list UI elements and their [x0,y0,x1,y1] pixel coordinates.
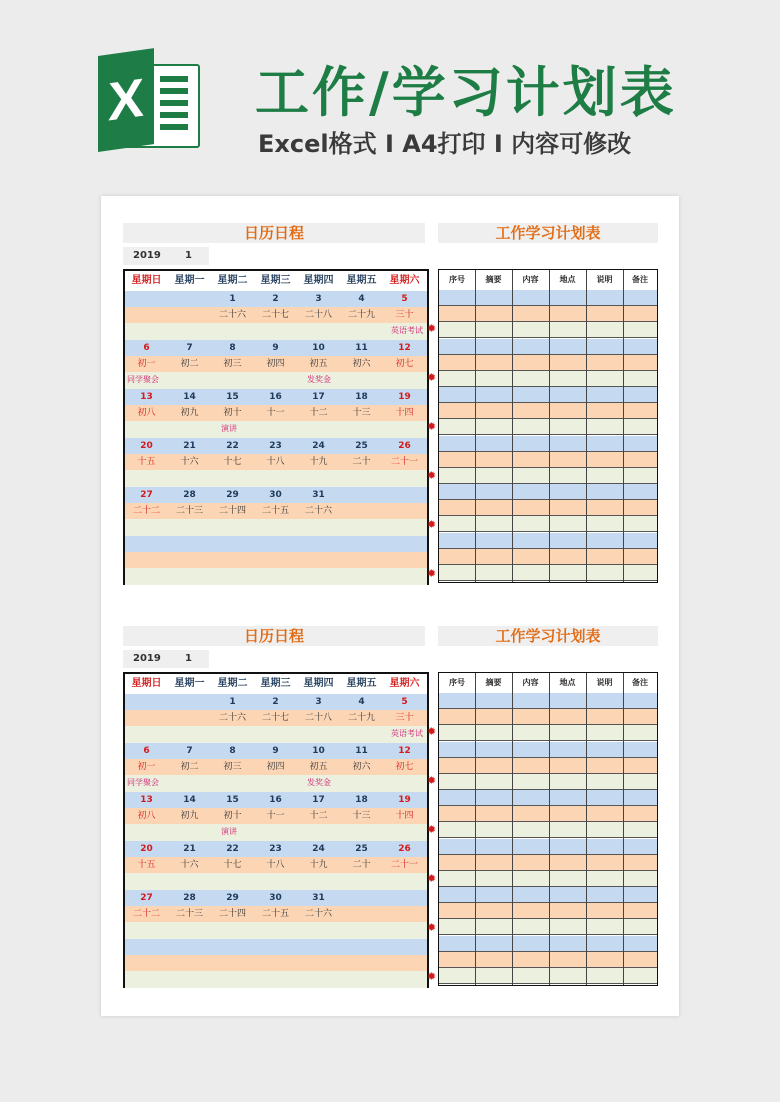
day-number[interactable]: 30 [269,893,282,903]
lunar-date: 初二 [180,762,199,772]
lunar-date: 十二 [309,408,328,418]
weekday-header [125,271,427,291]
plan-row[interactable] [439,549,657,565]
plan-row[interactable] [439,936,657,952]
lunar-date: 十七 [223,457,242,467]
plan-row[interactable] [439,468,657,484]
lunar-row [125,356,427,372]
star-icon: ✹ [427,469,437,482]
weekday-label: 星期五 [346,275,377,286]
plan-header-row [439,270,657,291]
lunar-date: 初七 [395,762,414,772]
day-number[interactable]: 2 [272,697,279,707]
plan-row[interactable] [439,887,657,903]
date-row [125,890,427,906]
lunar-date: 二十四 [218,909,246,919]
column-divider [586,270,587,582]
lunar-date: 初六 [352,762,371,772]
plan-column-header: 备注 [632,678,648,687]
plan-column-header: 地点 [559,275,576,284]
lunar-date: 二十三 [175,506,203,516]
date-row [125,340,427,356]
lunar-date: 十五 [137,860,156,870]
plan-banner: 工作学习计划表 [438,223,658,243]
day-number[interactable]: 5 [401,697,408,707]
weekday-label: 星期四 [303,275,334,286]
lunar-date: 初六 [352,359,371,369]
plan-row[interactable] [439,500,657,516]
lunar-date: 二十五 [261,506,289,516]
day-number[interactable]: 16 [269,392,282,402]
day-number[interactable]: 5 [401,294,408,304]
planner-section [101,599,679,999]
plan-row[interactable] [439,774,657,790]
plan-row[interactable] [439,725,657,741]
lunar-row [125,454,427,470]
day-number[interactable]: 21 [183,844,196,854]
lunar-date: 二十九 [347,310,375,320]
lunar-date: 二十 [352,860,371,870]
excel-logo-icon [98,56,198,152]
plan-row[interactable] [439,758,657,774]
note-row [125,519,427,536]
plan-row[interactable] [439,436,657,452]
day-number[interactable]: 10 [312,343,325,353]
column-divider [549,673,550,985]
star-icon: ✹ [427,921,437,934]
lunar-date: 十六 [180,457,199,467]
day-number[interactable]: 23 [269,441,282,451]
lunar-date: 十八 [266,457,285,467]
star-markers [427,269,437,583]
lunar-row [125,808,427,824]
lunar-date: 初十 [223,811,242,821]
lunar-date: 二十六 [304,506,332,516]
year-month-row [123,247,209,265]
note-row [125,873,427,890]
calendar-banner: 日历日程 [123,223,425,243]
lunar-date: 初五 [309,762,328,772]
plan-row[interactable] [439,709,657,725]
plan-row[interactable] [439,742,657,758]
plan-row[interactable] [439,484,657,500]
lunar-date: 二十一 [390,457,418,467]
plan-table [438,269,658,583]
day-number[interactable]: 8 [229,343,236,353]
day-number[interactable]: 2 [272,294,279,304]
day-number[interactable]: 7 [186,343,193,353]
plan-column-header: 备注 [632,275,648,284]
event-note: 发奖金 [307,375,331,384]
lunar-date: 十三 [352,408,371,418]
day-number[interactable]: 16 [269,795,282,805]
plan-row[interactable] [439,322,657,338]
column-divider [549,270,550,582]
date-row [125,487,427,503]
day-number[interactable]: 7 [186,746,193,756]
plan-row[interactable] [439,871,657,887]
weekday-label: 星期一 [174,678,205,689]
lunar-date: 十四 [395,811,414,821]
plan-row[interactable] [439,339,657,355]
lunar-date: 二十七 [261,310,289,320]
day-number[interactable]: 29 [226,893,239,903]
weekday-label: 星期六 [389,275,420,286]
day-number[interactable]: 17 [312,392,325,402]
day-number[interactable]: 19 [398,392,411,402]
plan-row[interactable] [439,903,657,919]
lunar-date: 三十 [395,310,414,320]
day-number[interactable]: 26 [398,441,411,451]
plan-column-header: 说明 [596,678,613,687]
month-value: 1 [185,653,192,664]
plan-column-header: 序号 [449,678,465,687]
note-row [125,971,427,988]
column-divider [586,673,587,985]
lunar-date: 初九 [180,811,199,821]
star-icon: ✹ [427,774,437,787]
lunar-date: 十五 [137,457,156,467]
lunar-date: 十一 [266,408,285,418]
star-icon: ✹ [427,567,437,580]
weekday-header [125,674,427,694]
day-number[interactable]: 12 [398,746,411,756]
lunar-date: 十三 [352,811,371,821]
note-row [125,323,427,340]
lunar-date: 二十六 [218,310,246,320]
lunar-date: 三十 [395,713,414,723]
lunar-row [125,307,427,323]
lunar-date: 二十五 [261,909,289,919]
day-number[interactable]: 18 [355,795,368,805]
day-number[interactable]: 3 [315,697,322,707]
event-note: 英语考试 [391,729,423,738]
day-number[interactable]: 13 [140,392,153,402]
lunar-date: 二十二 [132,506,160,516]
lunar-date: 初九 [180,408,199,418]
year-month-row [123,650,209,668]
lunar-row [125,955,427,971]
planner-section [101,196,679,586]
plan-column-header: 序号 [449,275,465,284]
plan-column-header: 地点 [559,678,576,687]
column-divider [512,270,513,582]
plan-row[interactable] [439,306,657,322]
lunar-date: 二十二 [132,909,160,919]
paper-sheet [101,196,679,1016]
day-number[interactable]: 20 [140,844,153,854]
star-icon: ✹ [427,970,437,983]
calendar-grid [123,269,429,585]
page-subtitle: Excel格式 I A4打印 I 内容可修改 [258,130,632,158]
lunar-date: 二十 [352,457,371,467]
day-number[interactable]: 17 [312,795,325,805]
lunar-date: 二十三 [175,909,203,919]
lunar-date: 十七 [223,860,242,870]
star-icon: ✹ [427,725,437,738]
note-row [125,726,427,743]
lunar-date: 初五 [309,359,328,369]
day-number[interactable]: 6 [143,343,150,353]
lunar-date: 初三 [223,762,242,772]
weekday-label: 星期日 [131,678,162,689]
date-row [125,792,427,808]
plan-row[interactable] [439,290,657,306]
day-number[interactable]: 31 [312,490,325,500]
note-row [125,372,427,389]
plan-row[interactable] [439,952,657,968]
weekday-label: 星期五 [346,678,377,689]
lunar-row [125,857,427,873]
note-row [125,421,427,438]
lunar-date: 二十六 [218,713,246,723]
plan-column-header: 摘要 [485,678,502,687]
plan-row[interactable] [439,806,657,822]
weekday-label: 星期二 [217,275,248,286]
calendar-banner: 日历日程 [123,626,425,646]
lunar-date: 十九 [309,457,328,467]
column-divider [623,270,624,582]
lunar-date: 二十六 [304,909,332,919]
calendar-grid [123,672,429,988]
event-note: 演讲 [221,424,237,433]
page-header [0,0,780,180]
lunar-date: 十八 [266,860,285,870]
day-number[interactable]: 1 [229,697,236,707]
plan-row[interactable] [439,855,657,871]
lunar-row [125,906,427,922]
plan-row[interactable] [439,565,657,581]
day-number[interactable]: 10 [312,746,325,756]
day-number[interactable]: 19 [398,795,411,805]
day-number[interactable]: 22 [226,441,239,451]
lunar-row [125,759,427,775]
day-number[interactable]: 23 [269,844,282,854]
star-icon: ✹ [427,371,437,384]
plan-banner: 工作学习计划表 [438,626,658,646]
day-number[interactable]: 4 [358,294,365,304]
day-number[interactable]: 3 [315,294,322,304]
date-row [125,939,427,955]
event-note: 同学聚会 [127,778,159,787]
lunar-date: 十二 [309,811,328,821]
star-icon: ✹ [427,322,437,335]
lunar-date: 十一 [266,811,285,821]
plan-row[interactable] [439,516,657,532]
day-number[interactable]: 14 [183,795,196,805]
day-number[interactable]: 8 [229,746,236,756]
day-number[interactable]: 24 [312,441,325,451]
weekday-label: 星期三 [260,275,291,286]
event-note: 英语考试 [391,326,423,335]
lunar-date: 二十七 [261,713,289,723]
day-number[interactable]: 21 [183,441,196,451]
lunar-row [125,503,427,519]
date-row [125,743,427,759]
column-divider [512,673,513,985]
day-number[interactable]: 12 [398,343,411,353]
lunar-date: 二十八 [304,310,332,320]
plan-row[interactable] [439,387,657,403]
day-number[interactable]: 14 [183,392,196,402]
column-divider [475,270,476,582]
day-number[interactable]: 18 [355,392,368,402]
note-row [125,824,427,841]
day-number[interactable]: 4 [358,697,365,707]
lunar-date: 初二 [180,359,199,369]
star-icon: ✹ [427,872,437,885]
column-divider [475,673,476,985]
weekday-label: 星期日 [131,275,162,286]
plan-column-header: 说明 [596,275,613,284]
lunar-date: 初四 [266,359,285,369]
plan-table [438,672,658,986]
lunar-date: 十九 [309,860,328,870]
day-number[interactable]: 1 [229,294,236,304]
month-value: 1 [185,250,192,261]
lunar-date: 二十四 [218,506,246,516]
star-icon: ✹ [427,420,437,433]
day-number[interactable]: 25 [355,844,368,854]
lunar-date: 十四 [395,408,414,418]
date-row [125,291,427,307]
lunar-date: 初八 [137,811,156,821]
event-note: 同学聚会 [127,375,159,384]
note-row [125,922,427,939]
year-value: 2019 [133,250,161,261]
date-row [125,536,427,552]
lunar-row [125,405,427,421]
day-number[interactable]: 15 [226,392,239,402]
day-number[interactable]: 28 [183,490,196,500]
plan-row[interactable] [439,839,657,855]
note-row [125,775,427,792]
lunar-date: 初十 [223,408,242,418]
plan-header-row [439,673,657,694]
event-note: 发奖金 [307,778,331,787]
date-row [125,841,427,857]
day-number[interactable]: 27 [140,893,153,903]
plan-row[interactable] [439,452,657,468]
date-row [125,694,427,710]
date-row [125,389,427,405]
weekday-label: 星期六 [389,678,420,689]
weekday-label: 星期一 [174,275,205,286]
lunar-row [125,710,427,726]
lunar-date: 初四 [266,762,285,772]
plan-row[interactable] [439,419,657,435]
day-number[interactable]: 25 [355,441,368,451]
plan-row[interactable] [439,533,657,549]
day-number[interactable]: 27 [140,490,153,500]
page-title: 工作/学习计划表 [255,61,677,124]
day-number[interactable]: 31 [312,893,325,903]
day-number[interactable]: 11 [355,746,368,756]
day-number[interactable]: 9 [272,343,279,353]
day-number[interactable]: 6 [143,746,150,756]
lunar-date: 二十八 [304,713,332,723]
lunar-date: 二十一 [390,860,418,870]
star-icon: ✹ [427,823,437,836]
day-number[interactable]: 30 [269,490,282,500]
plan-row[interactable] [439,693,657,709]
weekday-label: 星期三 [260,678,291,689]
plan-row[interactable] [439,403,657,419]
day-number[interactable]: 24 [312,844,325,854]
lunar-date: 初一 [137,359,156,369]
plan-row[interactable] [439,919,657,935]
day-number[interactable]: 20 [140,441,153,451]
column-divider [623,673,624,985]
weekday-label: 星期二 [217,678,248,689]
plan-row[interactable] [439,822,657,838]
date-row [125,438,427,454]
day-number[interactable]: 28 [183,893,196,903]
plan-column-header: 内容 [522,275,539,284]
day-number[interactable]: 22 [226,844,239,854]
day-number[interactable]: 9 [272,746,279,756]
lunar-row [125,552,427,568]
plan-column-header: 内容 [522,678,539,687]
lunar-date: 初七 [395,359,414,369]
star-icon: ✹ [427,518,437,531]
lunar-date: 初三 [223,359,242,369]
weekday-label: 星期四 [303,678,334,689]
day-number[interactable]: 15 [226,795,239,805]
lunar-date: 二十九 [347,713,375,723]
year-value: 2019 [133,653,161,664]
star-markers [427,672,437,986]
lunar-date: 十六 [180,860,199,870]
plan-row[interactable] [439,968,657,984]
lunar-date: 初八 [137,408,156,418]
note-row [125,470,427,487]
day-number[interactable]: 11 [355,343,368,353]
plan-column-header: 摘要 [485,275,502,284]
plan-row[interactable] [439,790,657,806]
event-note: 演讲 [221,827,237,836]
plan-row[interactable] [439,371,657,387]
logo-letter: X [98,48,154,152]
plan-row[interactable] [439,355,657,371]
lunar-date: 初一 [137,762,156,772]
day-number[interactable]: 26 [398,844,411,854]
note-row [125,568,427,585]
day-number[interactable]: 13 [140,795,153,805]
day-number[interactable]: 29 [226,490,239,500]
